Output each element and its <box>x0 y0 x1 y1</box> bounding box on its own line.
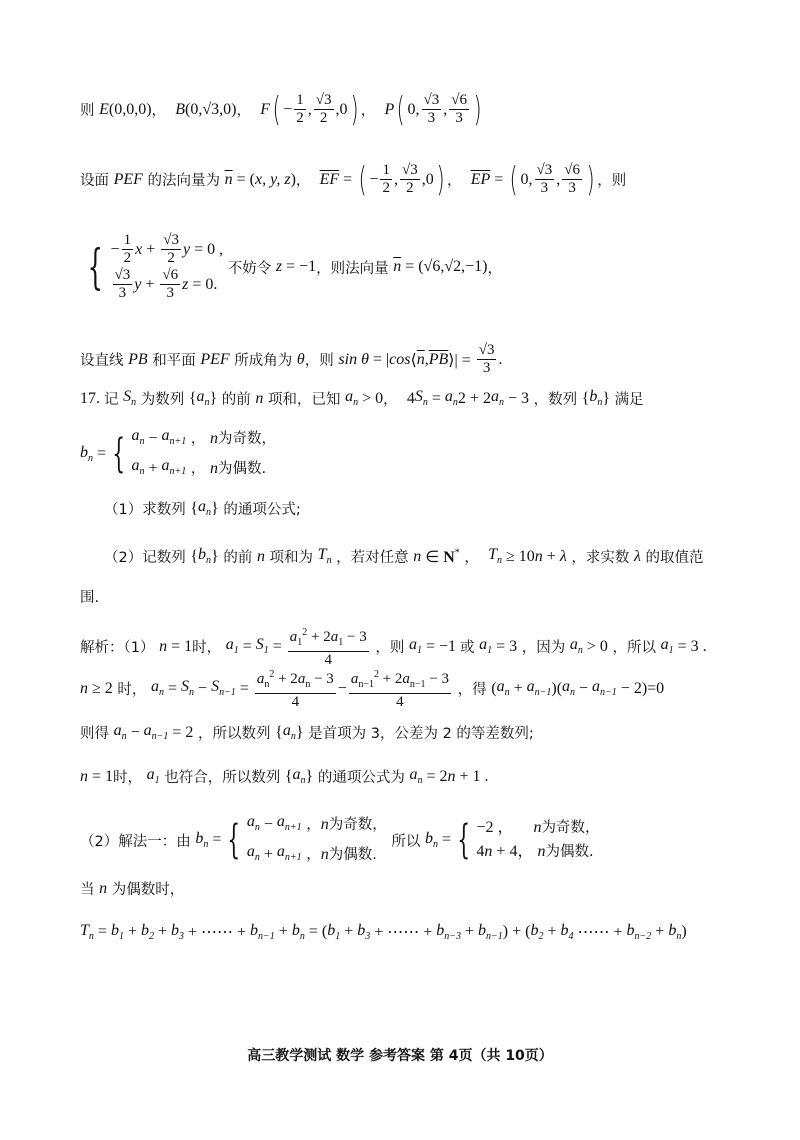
problem-17-statement: 17. 记 $S_n$ 为数列 { $a_n$ } 的前 n 项和，已知 $a_n$ > 0 ， 4 $S_n$ = $a_n$ 2 + 2 $a_n$ − 3 ，数列 { $b_n$ } 满足 <box>80 388 644 409</box>
solution-part-2: （2）解法一：由 $b_n$ = { $a_n$ − $a_{n+1}$ ， n 为奇数， $a_n$ + $a_{n+1}$ ， n 为偶数. 所以 $b_n$ = { −2 ， n 为奇数， 4 n + 4， n 为偶数. <box>80 813 600 864</box>
bn-definition: $b_n$ = { $a_n$ − $a_{n+1}$ ， n 为奇数， $a_n$ + $a_{n+1}$ ， n 为偶数. <box>80 427 276 478</box>
question-1: （1）求数列 { $a_n$ } 的通项公式; <box>104 498 301 519</box>
angle-line: 设直线 PB 和平面 PEF 所成角为 θ ，则 sin θ = | cos ⟨ $\overline{n}$ , $\overline{PB}$ ⟩| = $\frac{√3}{3}$ . <box>80 342 503 376</box>
solution-step-2: n ≥ 2 时， $a_n$ = $S_n$ − $S_{n-1}$ = $\frac{a_n^2 + 2a_n - 3}{4}$ − $\frac{a_{n-1}^2 + 2a_{n-1} - 3}{4}$ ，得 ( $a_n$ + $a_{n-1}$ )( $a_n$ − $a_{n-1}$ − 2)=0 <box>80 666 664 711</box>
point-E: E <box>99 100 109 118</box>
solution-even-case: 当 n 为偶数时， <box>80 879 185 898</box>
coordinates-line: 则 E (0,0,0) ， B (0,√3,0) ， F ( − $\frac{1}{2}$ , $\frac{√3}{2}$ ,0 ) ， P ( 0, $\frac{√3}{3}$ , $\frac{√6}{3}$ ) <box>80 89 482 130</box>
equation-system: { − $\frac{1}{2}$ x + $\frac{√3}{2}$ y = 0 , $\frac{√3}{3}$ y + $\frac{√6}{3}$ z = 0. 不妨令 z = −1 ，则法向量 $\overline{n}$ = (√6,√2,−1) ， <box>87 232 502 301</box>
solution-sum-formula: $T_n$ = $b_1$ + $b_2$ + $b_3$ + ⋯⋯ + $b_{n-1}$ + $b_n$ = ( $b_1$ + $b_3$ + ⋯⋯ + $b_{n-3}$ + $b_{n-1}$ ) + ( $b_2$ + $b_4$ ⋯⋯ + $b_{n-2}$ + $b_n$ ) <box>80 922 687 943</box>
normal-vector-line: 设面 PEF 的法向量为 $\overline{n}$ = ( x, y, z ) ， $\overline{EF}$ = ( − $\frac{1}{2}$ , $\frac{√3}{2}$ ,0 ) ， $\overline{EP}$ = ( 0, $\frac{√3}{3}$ , $\frac{√6}{3}$ ) ，则 <box>80 159 627 200</box>
solution-step-4: n = 1 时， $a_1$ 也符合，所以数列 { $a_n$ } 的通项公式为 $a_n$ = 2 n + 1 . <box>80 766 489 787</box>
solution-step-3: 则得 $a_n$ − $a_{n-1}$ = 2 ，所以数列 { $a_n$ } 是首项为 3，公差为 2 的等差数列; <box>80 722 534 743</box>
question-2: （2）记数列 { $b_n$ } 的前 n 项和为 $T_n$ ，若对任意 n ∈ N* ， $T_n$ ≥ 10 n + λ ，求实数 λ 的取值范 <box>104 546 704 567</box>
question-2-cont: 围. <box>80 590 100 606</box>
page-footer: 高三教学测试 数学 参考答案 第 4页（共 10页） <box>247 1048 553 1064</box>
solution-step-1: 解析：（1） n = 1 时， $a_1$ = $S_1$ = $\frac{a_1^2 + 2a_1 - 3}{4}$ ，则 $a_1$ = −1 或 $a_1$ = 3 ，因为 $a_n$ > 0 ，所以 $a_1$ = 3 . <box>80 624 707 669</box>
point-B: B <box>175 100 186 118</box>
